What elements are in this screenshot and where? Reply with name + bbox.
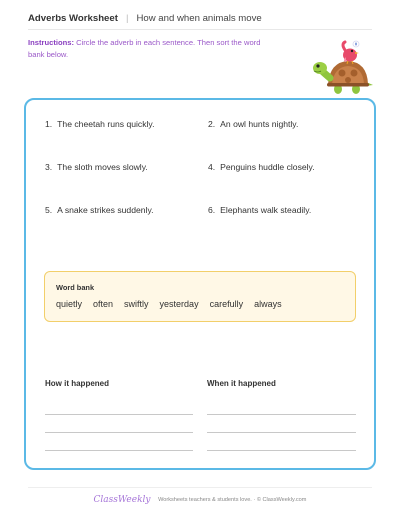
when-answer-line[interactable] <box>207 414 356 415</box>
instructions <box>28 37 278 61</box>
instructions-text: Circle the adverb in each sentence. Then sort the word bank below. <box>28 38 261 59</box>
word-bank <box>44 271 356 322</box>
how-column-title: How it happened <box>45 379 109 388</box>
instructions-label: Instructions: <box>28 38 74 47</box>
worksheet-header <box>28 13 262 24</box>
word-bank-word[interactable]: quietly <box>56 299 83 309</box>
footer <box>0 495 400 505</box>
sentence-3[interactable]: 3. The sloth moves slowly. <box>45 162 148 172</box>
classweekly-logo: ClassWeekly <box>93 495 151 505</box>
sentence-1[interactable]: 1. The cheetah runs quickly. <box>45 119 155 129</box>
footer-bullet: · <box>253 497 257 503</box>
word-bank-word[interactable]: swiftly <box>124 299 149 309</box>
sentence-2[interactable]: 2. An owl hunts nightly. <box>208 119 299 129</box>
word-bank-word[interactable]: yesterday <box>159 299 199 309</box>
word-bank-word[interactable]: carefully <box>209 299 244 309</box>
word-bank-title: Word bank <box>56 283 95 292</box>
how-answer-line[interactable] <box>45 432 193 433</box>
worksheet-subtitle: How and when animals move <box>136 13 262 24</box>
turtle-with-bird-icon <box>312 40 374 98</box>
footer-divider <box>28 487 372 488</box>
when-answer-line[interactable] <box>207 450 356 451</box>
word-bank-word[interactable]: always <box>254 299 282 309</box>
worksheet-title: Adverbs Worksheet <box>28 13 118 24</box>
sentence-5[interactable]: 5. A snake strikes suddenly. <box>45 205 154 215</box>
sentence-4[interactable]: 4. Penguins huddle closely. <box>208 162 315 172</box>
how-answer-line[interactable] <box>45 450 193 451</box>
header-divider <box>28 29 372 30</box>
how-answer-line[interactable] <box>45 414 193 415</box>
when-column-title: When it happened <box>207 379 276 388</box>
header-separator: | <box>125 13 129 24</box>
when-answer-line[interactable] <box>207 432 356 433</box>
word-bank-word[interactable]: often <box>93 299 114 309</box>
word-bank-words <box>56 299 282 309</box>
sentence-6[interactable]: 6. Elephants walk steadily. <box>208 205 312 215</box>
footer-copyright: © ClassWeekly.com <box>256 497 307 503</box>
footer-tagline: Worksheets teachers & students love. <box>158 497 252 503</box>
